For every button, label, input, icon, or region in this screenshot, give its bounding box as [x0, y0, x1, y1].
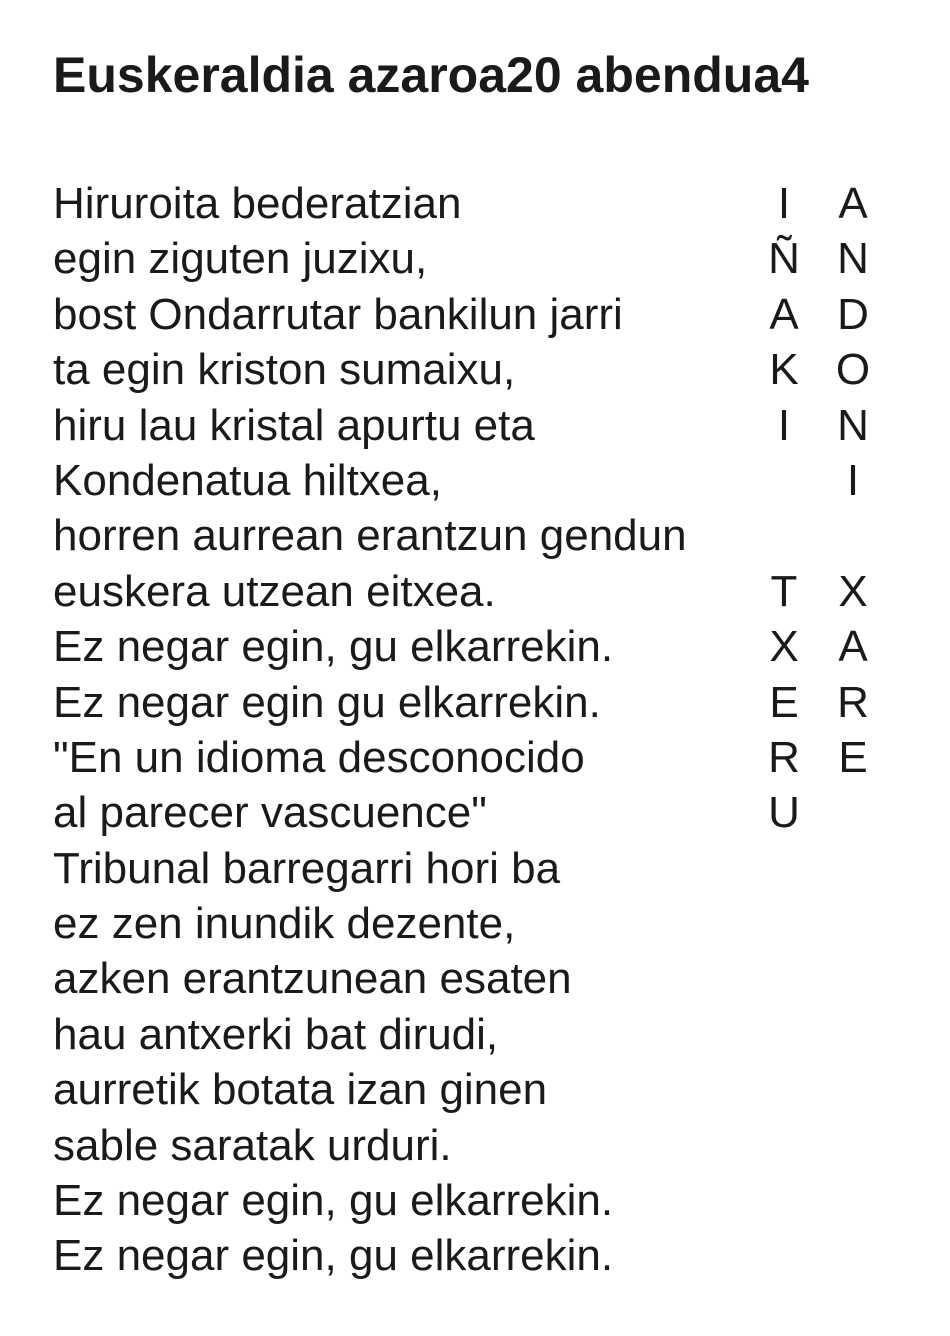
lyric-line: azken erantzunean esaten: [53, 954, 572, 1004]
vertical-letter: A: [769, 289, 799, 339]
lyric-line: horren aurrean erantzun gendun: [53, 511, 687, 561]
vertical-letter: N: [837, 400, 869, 450]
vertical-letter: X: [769, 622, 799, 672]
vertical-letter: I: [777, 400, 791, 450]
lyric-line: egin ziguten juzixu,: [53, 234, 428, 284]
lyric-line: Kondenatua hiltxea,: [53, 455, 442, 505]
vertical-letter: X: [838, 566, 868, 616]
vertical-letter: E: [769, 677, 799, 727]
lyric-line: aurretik botata izan ginen: [53, 1065, 548, 1115]
vertical-letter: D: [837, 289, 869, 339]
lyric-line: "En un idioma desconocido: [53, 732, 585, 782]
lyric-line: Ez negar egin, gu elkarrekin.: [53, 1176, 614, 1226]
lyric-line: al parecer vascuence": [53, 788, 487, 838]
vertical-letter: I: [777, 179, 791, 228]
lyric-line: Ez negar egin, gu elkarrekin.: [53, 1231, 614, 1281]
lyric-line: hiru lau kristal apurtu eta: [53, 400, 535, 450]
vertical-names-right: [823, 176, 883, 841]
lyric-line: Ez negar egin, gu elkarrekin.: [53, 622, 614, 672]
vertical-letter: [823, 508, 883, 563]
vertical-letter: U: [768, 788, 800, 838]
lyric-line: bost Ondarrutar bankilun jarri: [53, 289, 623, 339]
vertical-letter: Ñ: [768, 234, 800, 284]
vertical-letter: K: [769, 345, 799, 395]
lyric-line: Tribunal barregarri hori ba: [53, 843, 561, 893]
page-title: Euskeraldia azaroa20 abendua4: [53, 47, 809, 103]
vertical-names-left: [754, 176, 814, 841]
lyrics-block: [53, 176, 687, 1284]
vertical-letter: [754, 508, 814, 563]
vertical-letter: R: [837, 677, 869, 727]
vertical-letter: I: [846, 455, 860, 505]
vertical-letter: T: [770, 566, 798, 616]
vertical-letter: O: [835, 345, 871, 395]
lyric-line: Hiruroita bederatzian: [53, 179, 462, 228]
vertical-letter: N: [837, 234, 869, 284]
vertical-letter: R: [768, 732, 800, 782]
vertical-letter: E: [838, 732, 868, 782]
lyric-line: ta egin kriston sumaixu,: [53, 345, 516, 395]
vertical-letter: [754, 453, 814, 508]
lyric-line: euskera utzean eitxea.: [53, 566, 496, 616]
lyric-line: hau antxerki bat dirudi,: [53, 1009, 499, 1059]
vertical-letter: [823, 785, 883, 840]
vertical-letter: A: [838, 179, 868, 228]
lyric-line: Ez negar egin gu elkarrekin.: [53, 677, 601, 727]
lyric-line: sable saratak urduri.: [53, 1120, 452, 1170]
vertical-letter: A: [838, 622, 868, 672]
lyric-line: ez zen inundik dezente,: [53, 899, 516, 949]
